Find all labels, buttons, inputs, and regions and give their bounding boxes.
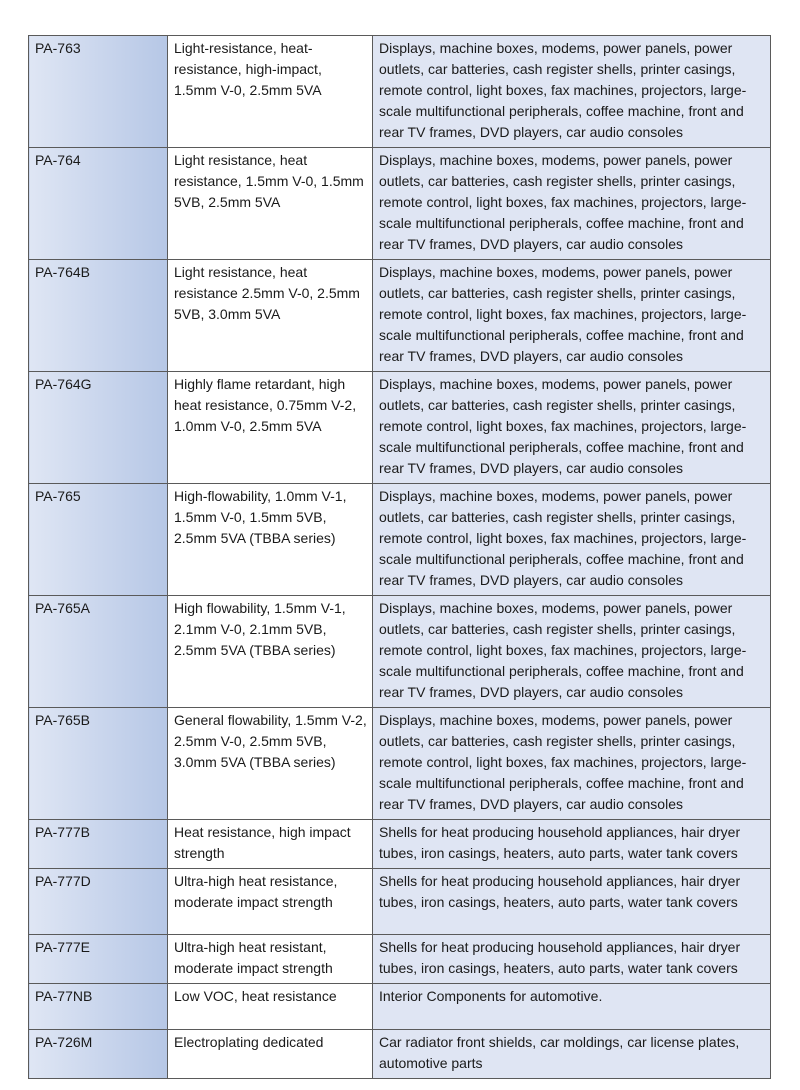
- table-row: [29, 148, 771, 260]
- model-cell: PA-764G: [29, 372, 168, 484]
- applications-cell: Displays, machine boxes, modems, power panels, power outlets, car batteries, cash register shells, printer casings, remote control, light boxes, fax machines, projectors, large-scale multifunctional peripherals, coffee machine, front and rear TV frames, DVD players, car audio consoles: [373, 596, 771, 708]
- model-cell: PA-763: [29, 36, 168, 148]
- applications-cell: Shells for heat producing household appliances, hair dryer tubes, iron casings, heaters, auto parts, water tank covers: [373, 820, 771, 869]
- properties-cell: Light resistance, heat resistance 2.5mm V-0, 2.5mm 5VB, 3.0mm 5VA: [168, 260, 373, 372]
- applications-cell: Displays, machine boxes, modems, power panels, power outlets, car batteries, cash register shells, printer casings, remote control, light boxes, fax machines, projectors, large-scale multifunctional peripherals, coffee machine, front and rear TV frames, DVD players, car audio consoles: [373, 708, 771, 820]
- table-row: [29, 260, 771, 372]
- table-row: [29, 596, 771, 708]
- table-row: [29, 1030, 771, 1079]
- properties-cell: Ultra-high heat resistant, moderate impact strength: [168, 935, 373, 984]
- properties-cell: Ultra-high heat resistance, moderate impact strength: [168, 869, 373, 935]
- properties-cell: Low VOC, heat resistance: [168, 984, 373, 1030]
- table-row: [29, 935, 771, 984]
- table-row: [29, 36, 771, 148]
- model-cell: PA-765: [29, 484, 168, 596]
- applications-cell: Interior Components for automotive.: [373, 984, 771, 1030]
- table-row: [29, 708, 771, 820]
- properties-cell: Light resistance, heat resistance, 1.5mm V-0, 1.5mm 5VB, 2.5mm 5VA: [168, 148, 373, 260]
- applications-cell: Shells for heat producing household appliances, hair dryer tubes, iron casings, heaters, auto parts, water tank covers: [373, 935, 771, 984]
- table-row: [29, 820, 771, 869]
- model-cell: PA-764B: [29, 260, 168, 372]
- table-row: [29, 869, 771, 935]
- model-cell: PA-765A: [29, 596, 168, 708]
- properties-cell: Heat resistance, high impact strength: [168, 820, 373, 869]
- properties-cell: Highly flame retardant, high heat resistance, 0.75mm V-2, 1.0mm V-0, 2.5mm 5VA: [168, 372, 373, 484]
- applications-cell: Displays, machine boxes, modems, power panels, power outlets, car batteries, cash register shells, printer casings, remote control, light boxes, fax machines, projectors, large-scale multifunctional peripherals, coffee machine, front and rear TV frames, DVD players, car audio consoles: [373, 148, 771, 260]
- product-spec-table: [28, 35, 771, 1079]
- applications-cell: Shells for heat producing household appliances, hair dryer tubes, iron casings, heaters, auto parts, water tank covers: [373, 869, 771, 935]
- table-row: [29, 984, 771, 1030]
- table-row: [29, 372, 771, 484]
- applications-cell: Displays, machine boxes, modems, power panels, power outlets, car batteries, cash register shells, printer casings, remote control, light boxes, fax machines, projectors, large-scale multifunctional peripherals, coffee machine, front and rear TV frames, DVD players, car audio consoles: [373, 484, 771, 596]
- model-cell: PA-777B: [29, 820, 168, 869]
- model-cell: PA-765B: [29, 708, 168, 820]
- properties-cell: General flowability, 1.5mm V-2, 2.5mm V-0, 2.5mm 5VB, 3.0mm 5VA (TBBA series): [168, 708, 373, 820]
- applications-cell: Displays, machine boxes, modems, power panels, power outlets, car batteries, cash register shells, printer casings, remote control, light boxes, fax machines, projectors, large-scale multifunctional peripherals, coffee machine, front and rear TV frames, DVD players, car audio consoles: [373, 372, 771, 484]
- table-row: [29, 484, 771, 596]
- properties-cell: High flowability, 1.5mm V-1, 2.1mm V-0, 2.1mm 5VB, 2.5mm 5VA (TBBA series): [168, 596, 373, 708]
- applications-cell: Car radiator front shields, car moldings, car license plates, automotive parts: [373, 1030, 771, 1079]
- applications-cell: Displays, machine boxes, modems, power panels, power outlets, car batteries, cash register shells, printer casings, remote control, light boxes, fax machines, projectors, large-scale multifunctional peripherals, coffee machine, front and rear TV frames, DVD players, car audio consoles: [373, 36, 771, 148]
- model-cell: PA-777D: [29, 869, 168, 935]
- model-cell: PA-777E: [29, 935, 168, 984]
- properties-cell: Light-resistance, heat-resistance, high-impact, 1.5mm V-0, 2.5mm 5VA: [168, 36, 373, 148]
- model-cell: PA-77NB: [29, 984, 168, 1030]
- applications-cell: Displays, machine boxes, modems, power panels, power outlets, car batteries, cash register shells, printer casings, remote control, light boxes, fax machines, projectors, large-scale multifunctional peripherals, coffee machine, front and rear TV frames, DVD players, car audio consoles: [373, 260, 771, 372]
- properties-cell: Electroplating dedicated: [168, 1030, 373, 1079]
- properties-cell: High-flowability, 1.0mm V-1, 1.5mm V-0, 1.5mm 5VB, 2.5mm 5VA (TBBA series): [168, 484, 373, 596]
- model-cell: PA-764: [29, 148, 168, 260]
- model-cell: PA-726M: [29, 1030, 168, 1079]
